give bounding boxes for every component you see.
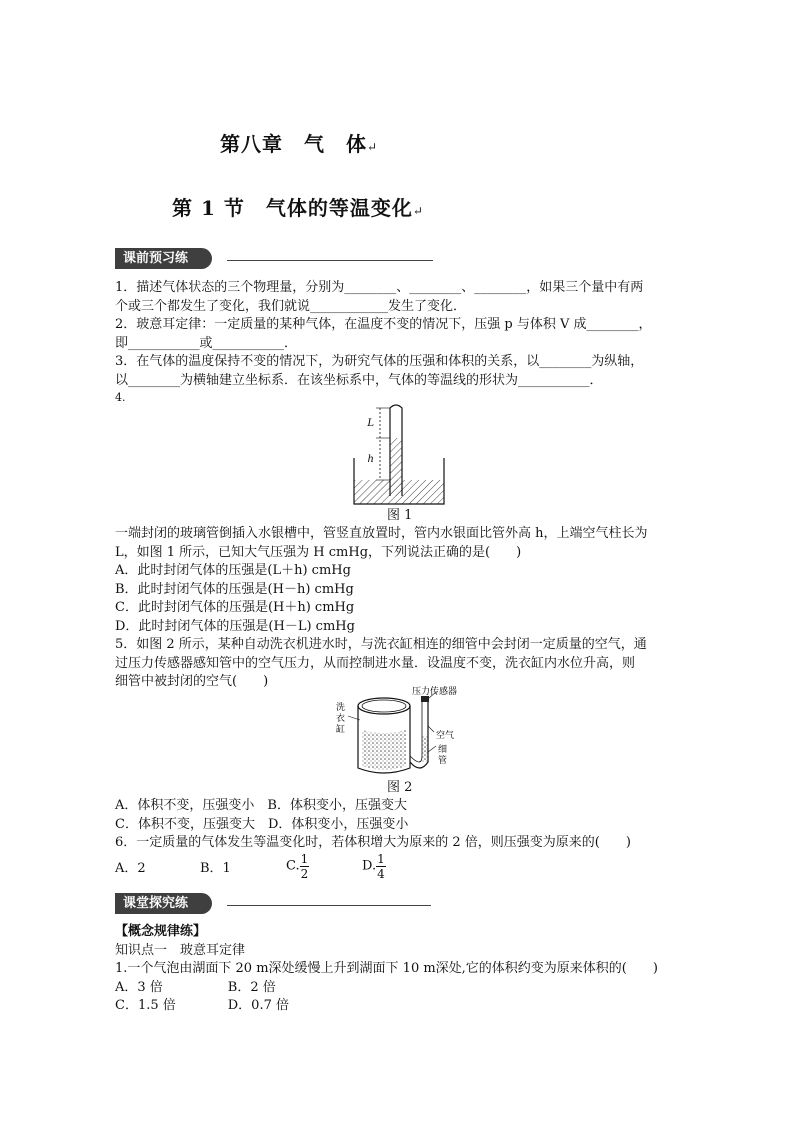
q6-d-numerator: 1 [377, 852, 385, 866]
section-title: 第 1 节 气体的等温变化↵ [172, 196, 424, 220]
q4-number: 4. [115, 391, 126, 404]
q6-line1: 6．一定质量的气体发生等温变化时，若体积增大为原来的 2 倍，则压强变为原来的( ) [115, 835, 631, 850]
q6-option-a: A．2 [115, 861, 146, 876]
q6-option-c: C. $\frac{1}{2}$ [286, 852, 309, 881]
q5-options-line1: A．体积不变，压强变小 B．体积变小，压强变大 [115, 798, 407, 813]
q2-line1: 2．玻意耳定律：一定质量的某种气体，在温度不变的情况下，压强 p 与体积 V 成________， [115, 317, 652, 332]
mercury-column [390, 438, 402, 496]
fig2-tube-label-char: 细 [438, 745, 448, 755]
k1-options-line1: A．3 倍 B．2 倍 [115, 980, 276, 995]
banner-dot-icon [213, 898, 223, 908]
knowledge-point-title: 知识点一 玻意耳定律 [115, 943, 246, 958]
banner-classroom [115, 893, 431, 914]
figure-2-diagram [324, 686, 474, 784]
figure-2-caption: 图 2 [387, 780, 413, 795]
q5-line1: 5．如图 2 所示，某种自动洗衣机进水时，与洗衣缸相连的细管中会封闭一定质量的空气，通 [115, 637, 647, 652]
q5-line3: 细管中被封闭的空气( ) [115, 674, 269, 689]
q4-option-d: D．此时封闭气体的压强是(H－L) cmHg [115, 619, 355, 634]
banner-dot-icon [213, 253, 223, 263]
tub-water [362, 730, 406, 770]
fig1-label-L: L [367, 418, 374, 429]
q4-option-b: B．此时封闭气体的压强是(H－h) cmHg [115, 582, 354, 597]
k1-options-line2: C．1.5 倍 D．0.7 倍 [115, 998, 289, 1013]
fig2-tube-label-char: 管 [438, 756, 448, 766]
fig1-label-h: h [367, 454, 374, 465]
q4-option-a: A．此时封闭气体的压强是(L＋h) cmHg [115, 563, 351, 578]
figure-1-diagram [350, 400, 450, 512]
q1-line1: 1．描述气体状态的三个物理量，分别为________、________、________，如果三个量中有两 [115, 280, 644, 295]
banner-preview-label: 课前预习练 [115, 248, 212, 269]
q5-options-line2: C．体积不变，压强变大 D．体积变小，压强变小 [115, 817, 409, 832]
q4-line2: L，如图 1 所示，已知大气压强为 H cmHg，下列说法正确的是( ) [115, 545, 522, 560]
q1-line2: 个或三个都发生了变化，我们就说____________发生了变化． [115, 299, 467, 314]
figure-1-caption: 图 1 [387, 508, 413, 523]
q6-d-denominator: 4 [377, 867, 385, 881]
fig2-tub-label-char: 洗 [336, 703, 346, 713]
q3-line2: 以________为横轴建立坐标系．在该坐标系中，气体的等温线的形状为___________． [115, 373, 603, 388]
k1-line1: 1.一个气泡由湖面下 20 m深处缓慢上升到湖面下 10 m深处,它的体积约变为原来体积的( ) [115, 961, 658, 976]
q6-option-d: D. $\frac{1}{4}$ [362, 852, 385, 881]
fig2-air-label: 空气 [436, 731, 455, 741]
chapter-title: 第八章 气 体↵ [220, 132, 379, 156]
concept-header: 【概念规律练】 [115, 924, 207, 939]
q6-c-denominator: 2 [300, 867, 309, 881]
return-mark: ↵ [367, 140, 379, 154]
banner-rule [227, 905, 431, 906]
fig2-tub-label-char: 缸 [336, 725, 346, 735]
fig2-sensor-label: 压力传感器 [412, 687, 458, 697]
return-mark: ↵ [412, 204, 424, 218]
tub-rim [358, 698, 410, 714]
fig2-tube-label [438, 744, 450, 766]
banner-classroom-label: 课堂探究练 [115, 893, 212, 914]
q3-line1: 3．在气体的温度保持不变的情况下，为研究气体的压强和体积的关系，以________为纵轴， [115, 354, 644, 369]
q6-c-numerator: 1 [300, 852, 309, 866]
q4-option-c: C．此时封闭气体的压强是(H＋h) cmHg [115, 600, 355, 615]
banner-rule [227, 260, 433, 261]
q6-option-b: B．1 [200, 861, 231, 876]
q2-line2: 即___________或___________． [115, 336, 298, 351]
banner-preview [115, 248, 433, 269]
q5-line2: 过压力传感器感知管中的空气压力，从而控制进水量．设温度不变，洗衣缸内水位升高，则 [115, 656, 636, 671]
q4-line1: 一端封闭的玻璃管倒插入水银槽中，管竖直放置时，管内水银面比管外高 h，上端空气柱长为 [115, 526, 648, 541]
fig2-tub-label-char: 衣 [336, 714, 346, 724]
fig2-tub-label [336, 701, 348, 735]
